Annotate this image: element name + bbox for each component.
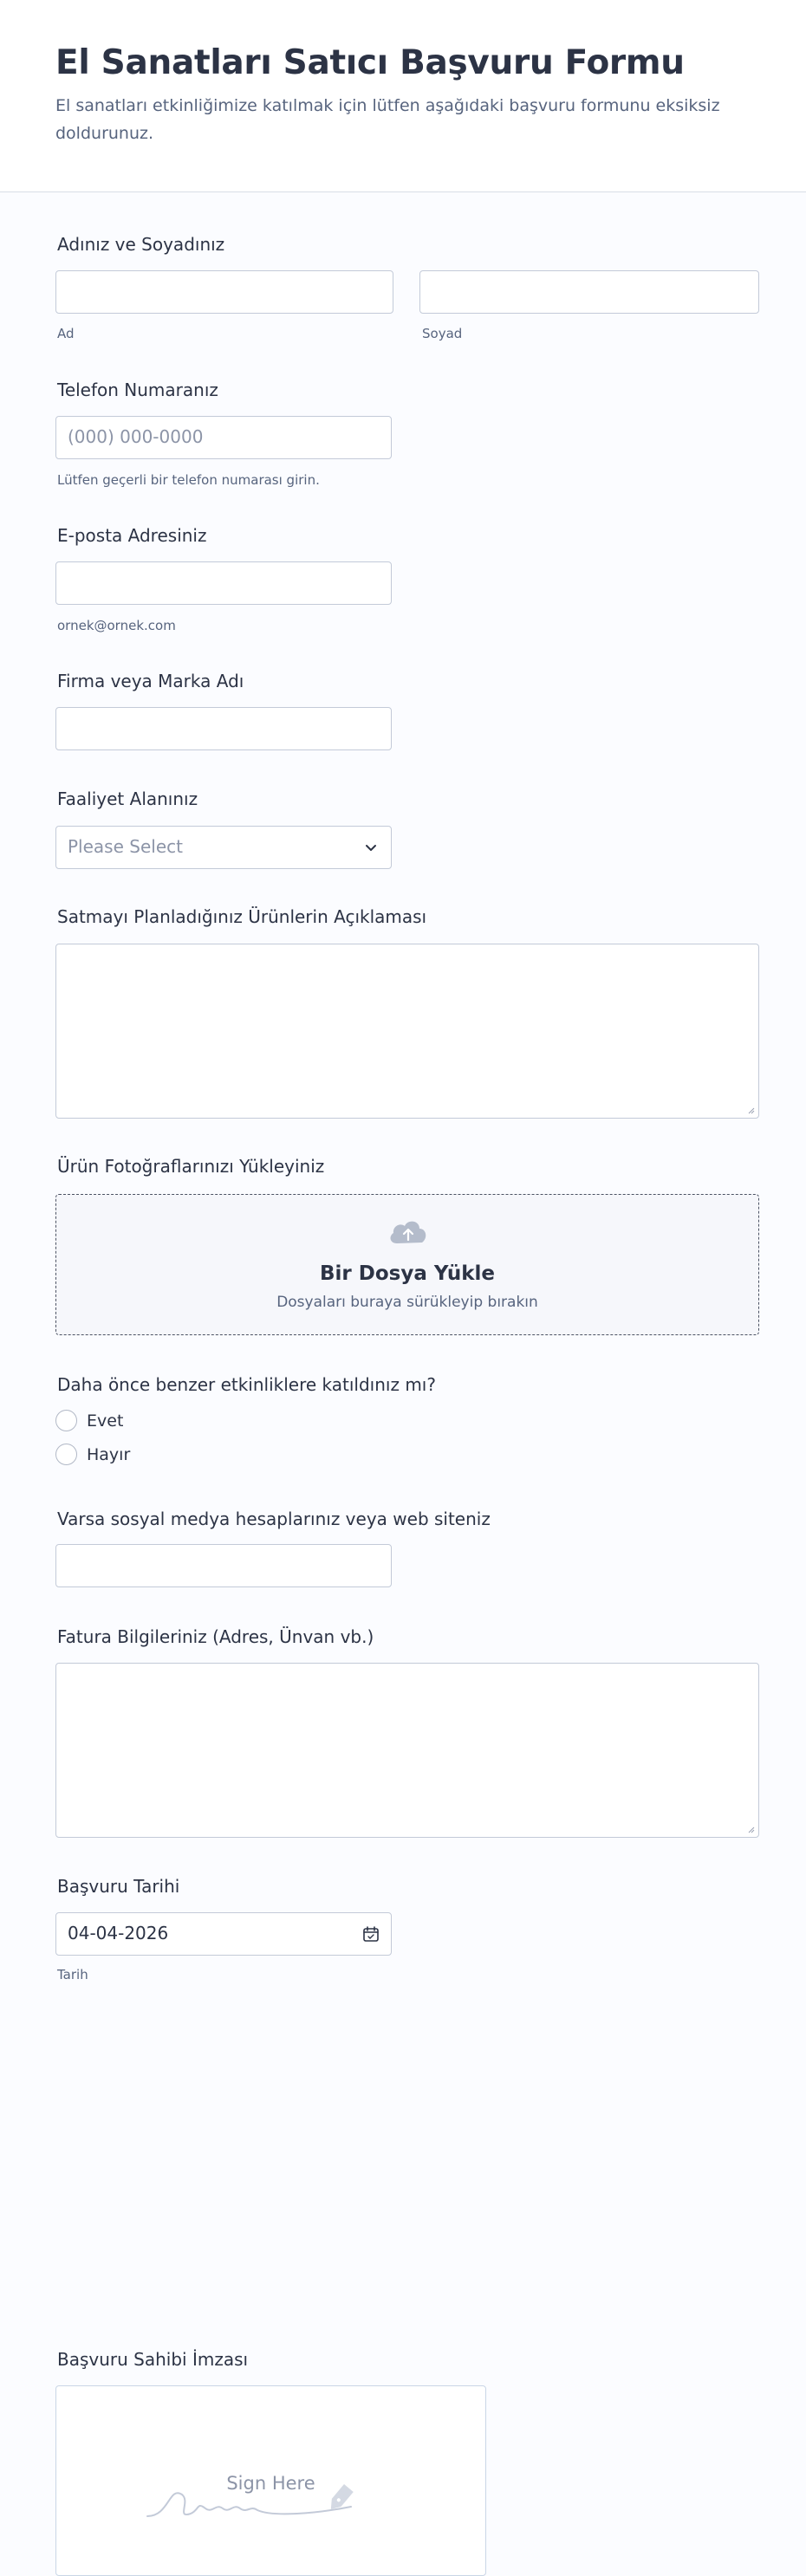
date-sublabel: Tarih	[57, 1967, 88, 1982]
attended-label: Daha önce benzer etkinliklere katıldınız mı?	[57, 1374, 436, 1395]
radio-evet-label[interactable]: Evet	[87, 1411, 124, 1431]
first-name-input[interactable]	[55, 270, 393, 314]
phone-label: Telefon Numaranız	[57, 380, 218, 400]
name-label: Adınız ve Soyadınız	[57, 234, 225, 255]
email-input[interactable]	[55, 561, 392, 605]
page-subtitle: El sanatları etkinliğimize katılmak için lütfen aşağıdaki başvuru formunu eksiksiz doldurunuz.	[55, 96, 720, 143]
radio-evet[interactable]	[55, 1410, 77, 1431]
billing-label: Fatura Bilgileriniz (Adres, Ünvan vb.)	[57, 1626, 374, 1647]
form-header	[0, 0, 806, 192]
date-value: 04-04-2026	[68, 1923, 169, 1943]
page-title: El Sanatları Satıcı Başvuru Formu	[55, 43, 685, 82]
first-name-sublabel: Ad	[57, 326, 75, 341]
resize-handle-icon[interactable]	[746, 1106, 755, 1114]
chevron-down-icon	[363, 840, 379, 855]
last-name-input[interactable]	[419, 270, 759, 314]
radio-hayir-label[interactable]: Hayır	[87, 1445, 131, 1464]
date-input[interactable]	[55, 1912, 392, 1956]
signature-pad[interactable]	[55, 2385, 486, 2576]
last-name-sublabel: Soyad	[422, 326, 463, 341]
billing-textarea[interactable]	[55, 1663, 759, 1838]
file-upload-dropzone[interactable]	[55, 1194, 759, 1335]
resize-handle-icon[interactable]	[746, 1825, 755, 1833]
activity-label: Faaliyet Alanınız	[57, 788, 198, 809]
radio-hayir[interactable]	[55, 1444, 77, 1465]
social-input[interactable]	[55, 1544, 392, 1587]
activity-select[interactable]	[55, 826, 392, 869]
brand-label: Firma veya Marka Adı	[57, 671, 244, 691]
social-label: Varsa sosyal medya hesaplarınız veya web siteniz	[57, 1509, 491, 1529]
email-label: E-posta Adresiniz	[57, 525, 207, 546]
brand-input[interactable]	[55, 707, 392, 750]
signature-placeholder: Sign Here	[226, 2473, 315, 2494]
date-label: Başvuru Tarihi	[57, 1876, 180, 1897]
products-label: Satmayı Planladığınız Ürünlerin Açıklaması	[57, 906, 427, 927]
email-sublabel: ornek@ornek.com	[57, 618, 176, 633]
upload-label: Ürün Fotoğraflarınızı Yükleyiniz	[57, 1156, 325, 1177]
activity-select-value: Please Select	[68, 836, 183, 857]
products-textarea[interactable]	[55, 944, 759, 1119]
calendar-icon[interactable]	[361, 1924, 380, 1943]
upload-subtitle: Dosyaları buraya sürükleyip bırakın	[276, 1294, 538, 1311]
phone-input[interactable]: (000) 000-0000	[55, 416, 392, 459]
cloud-upload-icon	[387, 1214, 430, 1249]
signature-label: Başvuru Sahibi İmzası	[57, 2349, 249, 2370]
upload-title: Bir Dosya Yükle	[319, 1262, 495, 1285]
phone-sublabel: Lütfen geçerli bir telefon numarası girin.	[57, 472, 320, 488]
